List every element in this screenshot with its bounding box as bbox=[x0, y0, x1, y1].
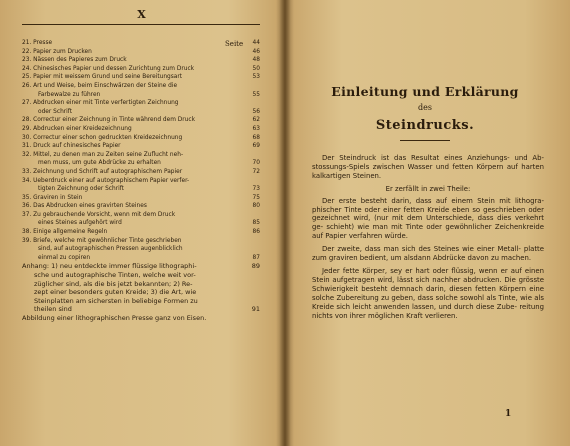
toc-entry bbox=[22, 193, 260, 202]
toc-appendix-page: 89 bbox=[251, 262, 260, 271]
toc-appendix-page bbox=[244, 314, 260, 323]
toc-entry bbox=[22, 72, 260, 81]
toc-entry-page: 87 bbox=[252, 252, 260, 261]
toc-entry bbox=[22, 141, 260, 150]
toc-entry-page: 75 bbox=[252, 192, 260, 201]
toc-entry bbox=[22, 38, 260, 47]
body-text bbox=[312, 154, 544, 324]
title-rule bbox=[400, 140, 450, 141]
toc-entry-text: oder Schrift bbox=[38, 106, 73, 115]
toc-entry bbox=[22, 236, 260, 245]
chapter-title-connector: des bbox=[418, 103, 432, 112]
toc-entry bbox=[22, 47, 260, 56]
chapter-title: Einleitung und Erklärung bbox=[331, 84, 519, 99]
toc-appendix-page bbox=[244, 288, 260, 297]
toc-appendix-text: theilen sind bbox=[34, 305, 72, 314]
toc-entry-text: 21. Presse bbox=[22, 38, 53, 46]
toc-entry bbox=[22, 201, 260, 210]
toc-entry bbox=[22, 98, 260, 107]
toc-entry bbox=[22, 253, 260, 262]
toc-entry bbox=[22, 244, 260, 253]
toc-entry-text: 32. Mittel, zu denen man zu Zeiten seine Zuflucht neh- bbox=[22, 149, 184, 158]
body-paragraph: Der Steindruck ist das Resultat eines Anziehungs- und Ab- stossungs-Spiels zwischen Wasser und fetten Körpern auf harten kalkartigen Steinen. bbox=[312, 154, 544, 180]
toc-entry-text: 37. Zu gebrauchende Vorsicht, wenn mit dem Druck bbox=[22, 209, 176, 218]
toc-entry-page: 63 bbox=[252, 123, 260, 132]
toc-appendix-page bbox=[244, 280, 260, 289]
toc-entry-page: 44 bbox=[252, 38, 260, 46]
toc-entry-text: 39. Briefe, welche mit gewöhnlicher Tinte geschrieben bbox=[22, 235, 182, 244]
toc-entry bbox=[22, 176, 260, 185]
left-page bbox=[0, 0, 284, 446]
toc-entry-text: Farbewalze zu führen bbox=[38, 89, 101, 98]
toc-entry-page: 50 bbox=[252, 63, 260, 72]
toc-entry-page: 53 bbox=[252, 72, 260, 81]
table-of-contents bbox=[22, 38, 260, 323]
toc-entry-text: 23. Nässen des Papieres zum Druck bbox=[22, 55, 127, 64]
toc-entry-text: 31. Druck auf chinesisches Papier bbox=[22, 141, 121, 150]
toc-appendix-line bbox=[22, 314, 260, 323]
toc-entry bbox=[22, 133, 260, 142]
toc-appendix-line bbox=[22, 297, 260, 306]
toc-entry bbox=[22, 218, 260, 227]
toc-appendix-text: Steinplatten am sichersten in beliebige Formen zu bbox=[34, 296, 198, 305]
toc-entry bbox=[22, 64, 260, 73]
toc-entry bbox=[22, 90, 260, 99]
toc-appendix-page: 91 bbox=[251, 305, 260, 314]
toc-appendix-text: Abbildung einer lithographischen Presse ganz von Eisen. bbox=[22, 314, 207, 322]
toc-appendix-text: Anhang: 1) neu entdeckte immer flüssige lithographi- bbox=[22, 262, 197, 271]
toc-entry-page: 55 bbox=[252, 89, 260, 98]
body-paragraph: Der erste besteht darin, dass auf einem Stein mit lithogra- phischer Tinte oder einer fetten Kreide eben so geschrieben oder gezeichnet wird, (nur mit dem Unterschiede, dass dies verkehrt ge- schieht) wie man mit Tinte oder gewöhnlicher Zeichenkreide auf Papier verfahren würde. bbox=[312, 196, 544, 241]
toc-entry-text: 36. Das Abdrucken eines gravirten Steines bbox=[22, 201, 147, 210]
body-paragraph: Der zweite, dass man sich des Steines wie einer Metall- platte zum graviren bedient, um alsdann Abdrücke davon zu machen. bbox=[312, 245, 544, 263]
toc-entry-text: 27. Abdrucken einer mit Tinte verfertigten Zeichnung bbox=[22, 98, 179, 107]
toc-appendix-text: sche und autographische Tinten, welche weit vor- bbox=[34, 271, 196, 280]
toc-entry-page: 69 bbox=[252, 141, 260, 150]
toc-entry-text: 33. Zeichnung und Schrift auf autographischem Papier bbox=[22, 166, 183, 175]
toc-entry-text: 26. Art und Weise, beim Einschwärzen der Steine die bbox=[22, 80, 178, 89]
toc-entry bbox=[22, 184, 260, 193]
toc-entry-page: 56 bbox=[252, 106, 260, 115]
toc-appendix-line bbox=[22, 262, 260, 271]
page-column-label: Seite bbox=[225, 40, 244, 48]
toc-entry bbox=[22, 150, 260, 159]
toc-entry bbox=[22, 227, 260, 236]
chapter-title-subject: Steindrucks. bbox=[375, 118, 475, 133]
toc-entry-page: 46 bbox=[252, 46, 260, 55]
toc-entry-page: 73 bbox=[252, 184, 260, 193]
toc-entry-text: 30. Correctur einer schon gedruckten Kreidezeichnung bbox=[22, 132, 183, 141]
toc-appendix-page bbox=[244, 297, 260, 306]
toc-entry-text: 35. Graviren in Stein bbox=[22, 192, 83, 201]
toc-entry-text: sind, auf autographischen Pressen augenblicklich bbox=[38, 244, 183, 253]
toc-entry-text: 22. Papier zum Drucken bbox=[22, 46, 92, 55]
toc-entry-page: 62 bbox=[252, 115, 260, 124]
toc-entry-text: 28. Correctur einer Zeichnung in Tinte während dem Druck bbox=[22, 115, 195, 124]
toc-entry bbox=[22, 158, 260, 167]
toc-appendix-line bbox=[22, 280, 260, 289]
toc-appendix-text: züglicher sind, als die bis jetzt bekannten; 2) Re- bbox=[34, 279, 193, 288]
toc-entry-text: tigten Zeichnung oder Schrift bbox=[38, 184, 124, 193]
toc-appendix-line bbox=[22, 271, 260, 280]
toc-entry-text: men muss, um gute Abdrücke zu erhalten bbox=[38, 158, 161, 167]
body-paragraph: Er zerfällt in zwei Theile: bbox=[385, 184, 471, 193]
page-number: 1 bbox=[505, 409, 512, 419]
toc-entry-text: 38. Einige allgemeine Regeln bbox=[22, 227, 108, 236]
toc-entry bbox=[22, 107, 260, 116]
toc-entry-page: 72 bbox=[252, 166, 260, 175]
toc-entry bbox=[22, 124, 260, 133]
toc-entry-text: 34. Ueberdruck einer auf autographischem Papier verfer- bbox=[22, 175, 190, 184]
toc-entry-text: einmal zu copiren bbox=[38, 252, 91, 261]
toc-entry-text: 24. Chinesisches Papier und dessen Zurichtung zum Druck bbox=[22, 63, 195, 72]
toc-appendix-line bbox=[22, 305, 260, 314]
toc-entry-page: 48 bbox=[252, 55, 260, 64]
toc-entry bbox=[22, 81, 260, 90]
toc-entry-text: 29. Abdrucken einer Kreidezeichnung bbox=[22, 123, 132, 132]
toc-appendix-page bbox=[244, 271, 260, 280]
toc-entry bbox=[22, 210, 260, 219]
toc-entry-page: 86 bbox=[252, 227, 260, 236]
toc-entry-page: 80 bbox=[252, 201, 260, 210]
toc-entry bbox=[22, 115, 260, 124]
toc-entry-page: 68 bbox=[252, 132, 260, 141]
toc-entry-page: 70 bbox=[252, 158, 260, 167]
toc-entry-page: 85 bbox=[252, 218, 260, 227]
toc-entry bbox=[22, 167, 260, 176]
running-head: X bbox=[137, 8, 147, 21]
toc-appendix-line bbox=[22, 288, 260, 297]
toc-entry-text: eines Steines aufgehört wird bbox=[38, 218, 122, 227]
toc-appendix-text: zept einer besonders guten Kreide; 3) die Art, wie bbox=[34, 288, 197, 297]
body-paragraph: Jeder fette Körper, sey er hart oder flüssig, wenn er auf einen Stein aufgetragen wird, lässt sich nachher abdrucken. Die grösste Schwierigkeit besteht demnach darin, diesen fetten Körpern eine solche Zubereitung zu geben, dass solche sowohl als Tinte, wie als Kreide sich leicht anwenden lassen, und durch diese Zube- reitung nichts von ihrer möglichen Kraft verlieren. bbox=[312, 266, 544, 320]
head-rule bbox=[22, 24, 260, 25]
toc-entry-text: 25. Papier mit weissem Grund und seine Bereitungsart bbox=[22, 72, 183, 81]
toc-appendix bbox=[22, 262, 260, 322]
toc-entry bbox=[22, 55, 260, 64]
